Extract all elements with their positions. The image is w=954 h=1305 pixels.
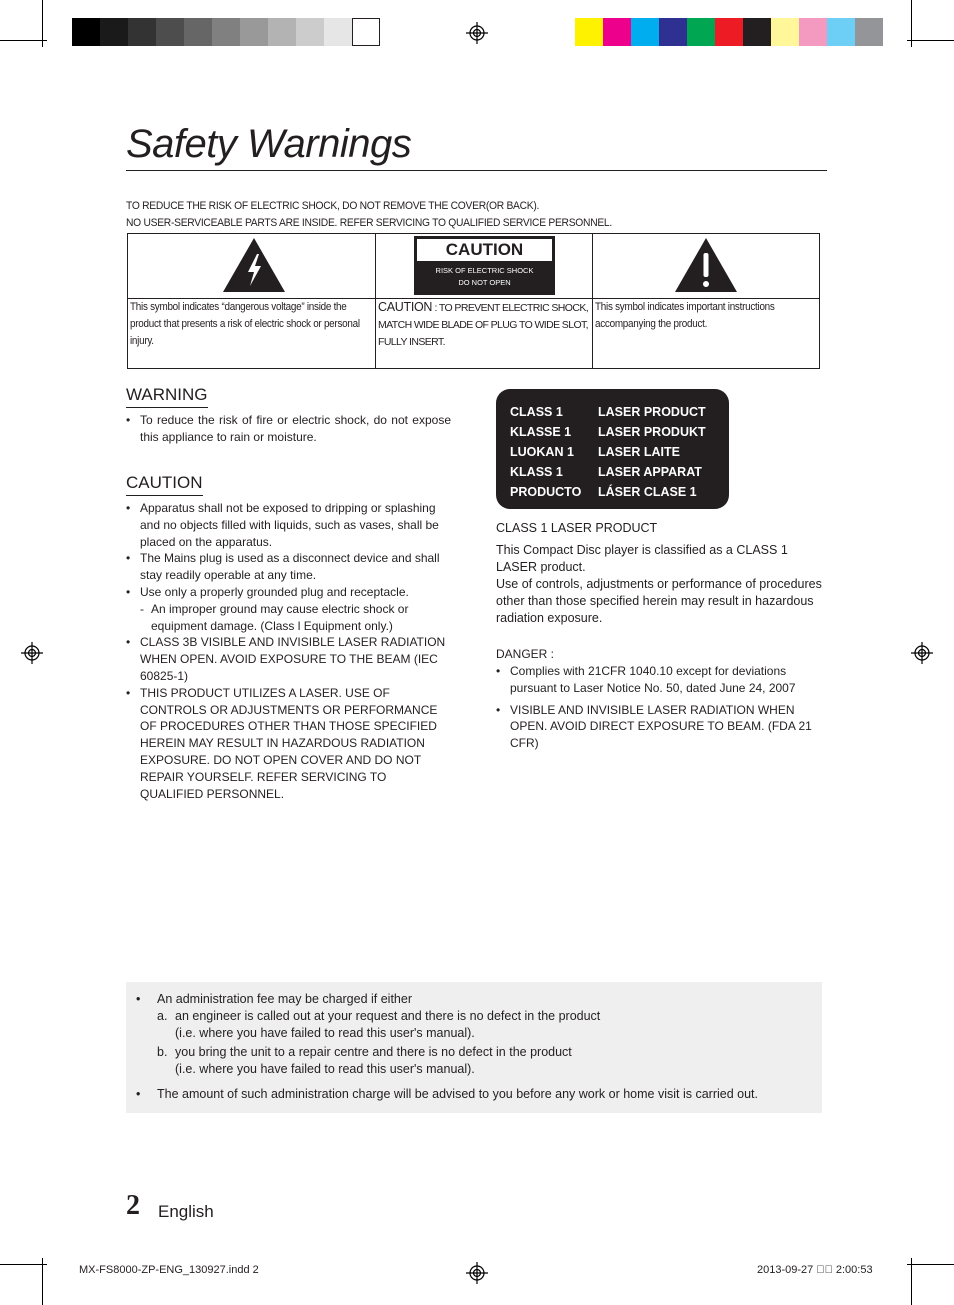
registration-mark-icon bbox=[911, 642, 933, 664]
intro-text bbox=[126, 198, 612, 232]
laser-class-row bbox=[510, 462, 706, 482]
color-swatch bbox=[296, 18, 324, 46]
laser-class-code: KLASS 1 bbox=[510, 465, 563, 479]
laser-class-product: LASER PRODUKT bbox=[598, 425, 706, 439]
bullet-icon: • bbox=[126, 635, 131, 650]
danger-heading: DANGER : bbox=[496, 647, 555, 661]
bullet-icon: • bbox=[126, 413, 131, 427]
caution-sub-line-2: DO NOT OPEN bbox=[458, 278, 511, 287]
color-swatch bbox=[184, 18, 212, 46]
caution-item-text: THIS PRODUCT UTILIZES A LASER. USE OF CONTROLS OR ADJUSTMENTS OR PERFORMANCE OF PROCEDURES OTHER THAN THOSE SPECIFIED HEREIN MAY RESULT IN HAZARDOUS RADIATION EXPOSURE. DO NOT OPEN COVER AND DO NOT REPAIR YOURSELF. REFER SERVICING TO QUALIFIED PERSONNEL. bbox=[140, 685, 438, 801]
caution-desc-body: : TO PREVENT ELECTRIC SHOCK, MATCH WIDE BLADE OF PLUG TO WIDE SLOT, FULLY INSERT. bbox=[378, 302, 589, 348]
laser-class-code: KLASSE 1 bbox=[510, 425, 572, 439]
laser-class-row bbox=[510, 482, 706, 502]
admin-a-label: a. bbox=[157, 1009, 168, 1023]
laser-class-product: LASER LAITE bbox=[598, 445, 680, 459]
color-swatch bbox=[352, 18, 380, 46]
registration-mark-icon bbox=[466, 1262, 488, 1284]
caution-list bbox=[126, 500, 451, 802]
danger-item-text: Complies with 21CFR 1040.10 except for deviations pursuant to Laser Notice No. 50, dated June 24, 2007 bbox=[510, 664, 796, 695]
laser-class-row bbox=[510, 402, 706, 422]
table-divider bbox=[375, 234, 376, 368]
laser-info-heading: CLASS 1 LASER PRODUCT bbox=[496, 521, 658, 535]
exclamation-symbol-description: This symbol indicates important instructions accompanying the product. bbox=[595, 301, 775, 330]
laser-info-para-1: This Compact Disc player is classified as a CLASS 1 LASER product. bbox=[496, 543, 788, 574]
intro-line-2: NO USER-SERVICEABLE PARTS ARE INSIDE. REFER SERVICING TO QUALIFIED SERVICE PERSONNEL. bbox=[126, 217, 612, 229]
voltage-symbol-description: This symbol indicates “dangerous voltage” inside the product that presents a risk of electric shock or personal injury. bbox=[130, 301, 360, 347]
bullet-icon: • bbox=[126, 584, 131, 599]
caution-item-text: Apparatus shall not be exposed to dripping or splashing and no objects filled with liquids, such as vases, shall be placed on the apparatus. bbox=[140, 501, 439, 549]
registration-mark-icon bbox=[21, 642, 43, 664]
color-swatch bbox=[212, 18, 240, 46]
bullet-icon: • bbox=[126, 501, 131, 515]
crop-mark bbox=[0, 1264, 47, 1265]
crop-mark bbox=[42, 1258, 43, 1305]
intro-line-1: TO REDUCE THE RISK OF ELECTRIC SHOCK, DO NOT REMOVE THE COVER(OR BACK). bbox=[126, 200, 540, 212]
color-swatch bbox=[72, 18, 100, 46]
laser-class-product: LÁSER CLASE 1 bbox=[598, 485, 697, 499]
laser-info-para-2: Use of controls, adjustments or performance of procedures other than those specified herein may result in hazardous radiation exposure. bbox=[496, 577, 822, 625]
crop-mark bbox=[42, 0, 43, 47]
crop-mark bbox=[911, 0, 912, 47]
caution-sub-item-text: An improper ground may cause electric shock or equipment damage. (Class l Equipment only.) bbox=[151, 601, 409, 633]
admin-bullet-1: An administration fee may be charged if either bbox=[157, 992, 412, 1006]
bullet-icon: • bbox=[126, 685, 131, 700]
color-swatch bbox=[575, 18, 603, 46]
caution-label bbox=[414, 236, 555, 295]
color-swatch bbox=[715, 18, 743, 46]
admin-b-label: b. bbox=[157, 1045, 168, 1059]
laser-class-product: LASER PRODUCT bbox=[598, 405, 706, 419]
warning-list bbox=[126, 412, 451, 446]
laser-class-code: LUOKAN 1 bbox=[510, 445, 574, 459]
bullet-icon: • bbox=[496, 664, 501, 678]
caution-desc-heading: CAUTION bbox=[378, 300, 433, 314]
list-item bbox=[496, 702, 816, 752]
dash-icon: - bbox=[140, 601, 144, 616]
danger-list bbox=[496, 663, 816, 752]
crop-mark bbox=[911, 1258, 912, 1305]
warning-heading: WARNING bbox=[126, 385, 208, 408]
bullet-icon: • bbox=[136, 992, 141, 1006]
list-item bbox=[126, 500, 451, 550]
color-swatch bbox=[659, 18, 687, 46]
color-swatch bbox=[743, 18, 771, 46]
caution-sub-line-1: RISK OF ELECTRIC SHOCK bbox=[435, 266, 534, 275]
color-swatch bbox=[128, 18, 156, 46]
laser-class-product: LASER APPARAT bbox=[598, 465, 702, 479]
list-item bbox=[126, 412, 451, 446]
slug-timestamp: 2013-09-27 ￿￿ 2:00:53 bbox=[757, 1264, 873, 1276]
title-rule bbox=[126, 170, 827, 171]
page-language: English bbox=[158, 1202, 214, 1221]
bullet-icon: • bbox=[136, 1087, 141, 1101]
color-swatch bbox=[324, 18, 352, 46]
laser-class-row bbox=[510, 442, 706, 462]
color-swatch bbox=[771, 18, 799, 46]
color-swatch bbox=[240, 18, 268, 46]
danger-item-text: VISIBLE AND INVISIBLE LASER RADIATION WHEN OPEN. AVOID DIRECT EXPOSURE TO BEAM. (FDA 21 CFR) bbox=[510, 702, 812, 751]
caution-label-sub bbox=[414, 265, 555, 289]
admin-b-text: you bring the unit to a repair centre and there is no defect in the product bbox=[175, 1045, 572, 1059]
list-item bbox=[126, 550, 451, 584]
caution-label-heading: CAUTION bbox=[417, 239, 552, 261]
color-swatch bbox=[799, 18, 827, 46]
color-swatch bbox=[268, 18, 296, 46]
laser-class-table bbox=[510, 402, 706, 502]
color-swatch bbox=[687, 18, 715, 46]
sub-list-item bbox=[140, 601, 423, 635]
admin-a-text: an engineer is called out at your request and there is no defect in the product bbox=[175, 1009, 601, 1023]
caution-heading: CAUTION bbox=[126, 473, 203, 496]
crop-mark bbox=[0, 40, 47, 41]
page-number: 2 bbox=[126, 1190, 140, 1221]
color-swatch bbox=[827, 18, 855, 46]
color-swatch bbox=[603, 18, 631, 46]
laser-class-code: PRODUCTO bbox=[510, 485, 582, 499]
bullet-icon: • bbox=[496, 702, 501, 717]
admin-bullet-2: The amount of such administration charge will be advised to you before any work or home visit is carried out. bbox=[157, 1087, 758, 1101]
exclamation-triangle-icon bbox=[673, 236, 739, 294]
laser-class-code: CLASS 1 bbox=[510, 405, 563, 419]
caution-symbol-description bbox=[378, 299, 593, 351]
list-item bbox=[126, 584, 451, 634]
color-swatch bbox=[100, 18, 128, 46]
slug-filename: MX-FS8000-ZP-ENG_130927.indd 2 bbox=[79, 1264, 259, 1276]
caution-item-text: CLASS 3B VISIBLE AND INVISIBLE LASER RADIATION WHEN OPEN. AVOID EXPOSURE TO THE BEAM (IEC 60825-1) bbox=[140, 635, 446, 683]
admin-a-note: (i.e. where you have failed to read this user's manual). bbox=[175, 1026, 475, 1040]
list-item bbox=[496, 663, 816, 697]
color-swatch bbox=[631, 18, 659, 46]
lightning-triangle-icon bbox=[221, 236, 287, 294]
crop-mark bbox=[907, 1264, 954, 1265]
registration-mark-icon bbox=[466, 22, 488, 44]
caution-item-text: Use only a properly grounded plug and receptacle. bbox=[140, 584, 409, 599]
laser-class-label bbox=[496, 389, 729, 509]
laser-class-row bbox=[510, 422, 706, 442]
color-swatch bbox=[156, 18, 184, 46]
color-swatch bbox=[855, 18, 883, 46]
bullet-icon: • bbox=[126, 551, 131, 566]
list-item bbox=[126, 685, 445, 803]
page-title: Safety Warnings bbox=[126, 122, 412, 166]
crop-mark bbox=[907, 40, 954, 41]
admin-b-note: (i.e. where you have failed to read this user's manual). bbox=[175, 1062, 475, 1076]
warning-item-text: To reduce the risk of fire or electric shock, do not expose this appliance to rain or moisture. bbox=[140, 413, 451, 444]
list-item bbox=[126, 634, 451, 684]
caution-item-text: The Mains plug is used as a disconnect device and shall stay readily operable at any time. bbox=[140, 551, 440, 583]
